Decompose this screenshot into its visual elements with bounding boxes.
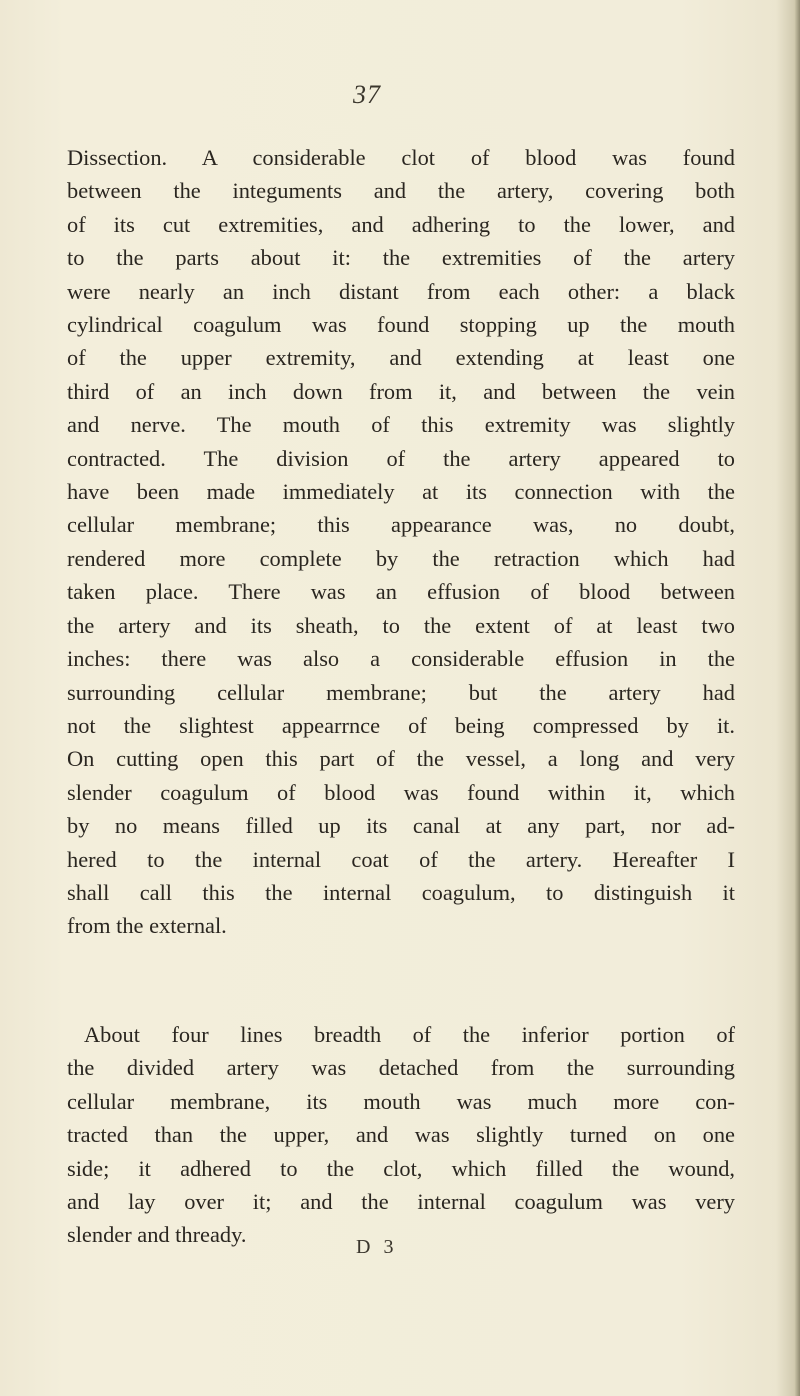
text-line: contracted. The division of the artery appeared to bbox=[67, 445, 735, 471]
text-line: On cutting open this part of the vessel, a long and very bbox=[67, 746, 735, 772]
text-line: by no means filled up its canal at any part, nor ad- bbox=[67, 813, 735, 839]
text-line: the artery and its sheath, to the extent of at least two bbox=[67, 612, 735, 638]
text-line: Dissection. A considerable clot of blood was found bbox=[67, 145, 735, 170]
text-line: have been made immediately at its connection with the bbox=[67, 479, 735, 505]
page-edge-shadow bbox=[794, 0, 800, 1396]
text-line: tracted than the upper, and was slightly turned on one bbox=[67, 1122, 735, 1148]
text-line: taken place. There was an effusion of blood between bbox=[67, 579, 735, 605]
text-line: and lay over it; and the internal coagulum was very bbox=[67, 1189, 735, 1215]
text-line: surrounding cellular membrane; but the artery had bbox=[67, 679, 735, 705]
text-line: third of an inch down from it, and between the vein bbox=[67, 378, 735, 404]
text-line: of its cut extremities, and adhering to the lower, and bbox=[67, 211, 735, 237]
text-line: slender coagulum of blood was found within it, which bbox=[67, 779, 735, 805]
text-line: to the parts about it: the extremities of the artery bbox=[67, 245, 735, 271]
text-line: cellular membrane, its mouth was much more con- bbox=[67, 1088, 735, 1114]
text-line: between the integuments and the artery, covering both bbox=[67, 178, 735, 204]
text-line: slender and thready. bbox=[67, 1222, 247, 1248]
text-line: cylindrical coagulum was found stopping up the mouth bbox=[67, 312, 735, 338]
text-line: hered to the internal coat of the artery. Hereafter I bbox=[67, 846, 735, 872]
page-number: 37 bbox=[353, 80, 381, 109]
signature-mark: D 3 bbox=[356, 1236, 398, 1258]
text-line: shall call this the internal coagulum, to distinguish it bbox=[67, 879, 735, 905]
text-line: rendered more complete by the retraction which had bbox=[67, 545, 735, 571]
text-line: of the upper extremity, and extending at least one bbox=[67, 345, 735, 371]
text-line: were nearly an inch distant from each other: a black bbox=[67, 278, 735, 304]
paragraph-inferior-portion bbox=[67, 1018, 735, 1252]
text-line: from the external. bbox=[67, 913, 227, 939]
paragraph-dissection bbox=[67, 141, 735, 943]
text-line: About four lines breadth of the inferior portion of bbox=[84, 1022, 735, 1047]
text-line: side; it adhered to the clot, which filled the wound, bbox=[67, 1155, 735, 1181]
text-line: and nerve. The mouth of this extremity was slightly bbox=[67, 412, 735, 438]
text-line: inches: there was also a considerable effusion in the bbox=[67, 646, 735, 672]
text-line: not the slightest appearrnce of being compressed by it. bbox=[67, 712, 735, 738]
text-line: cellular membrane; this appearance was, no doubt, bbox=[67, 512, 735, 538]
text-line: the divided artery was detached from the surrounding bbox=[67, 1055, 735, 1081]
